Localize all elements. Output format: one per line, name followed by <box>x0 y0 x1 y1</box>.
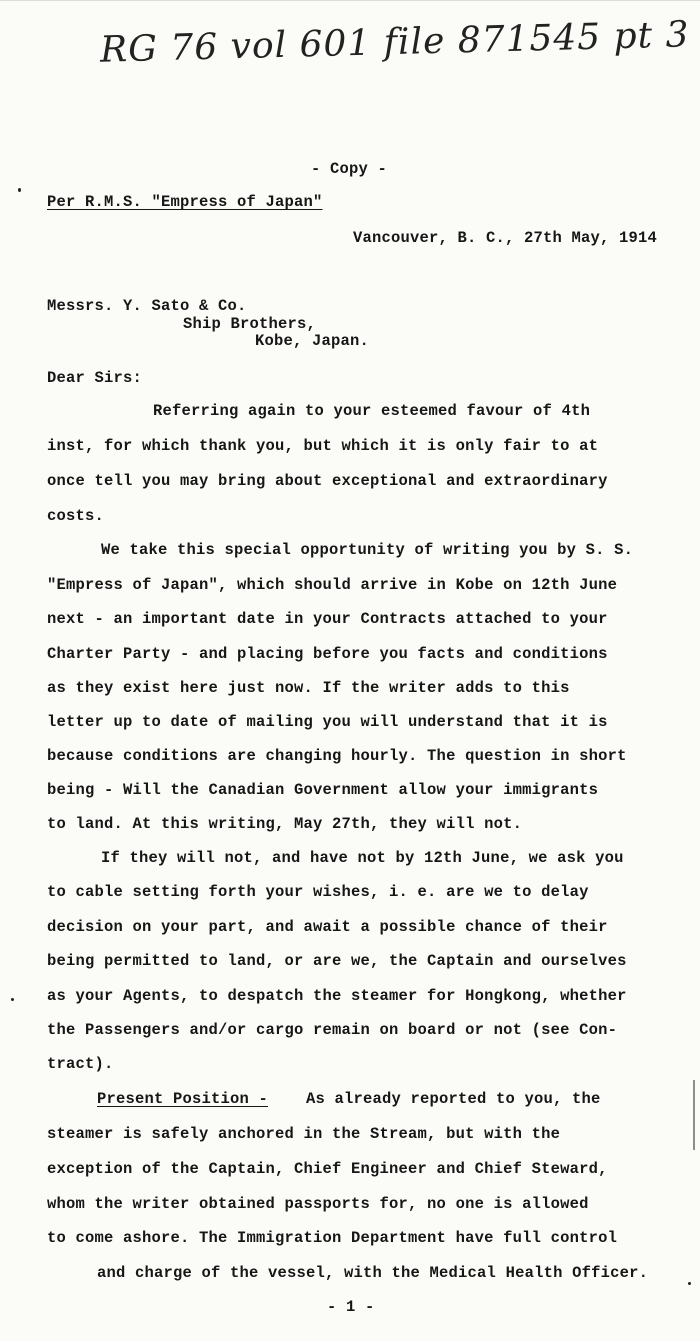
dateline: Vancouver, B. C., 27th May, 1914 <box>353 229 658 247</box>
per-line: Per R.M.S. "Empress of Japan" <box>47 193 323 211</box>
addressee-line: Messrs. Y. Sato & Co. <box>47 297 247 315</box>
body-line: We take this special opportunity of writing you by S. S. <box>101 541 634 559</box>
scan-speck <box>688 1282 691 1285</box>
body-line: because conditions are changing hourly. The question in short <box>47 747 627 765</box>
body-line: tract). <box>47 1055 114 1073</box>
addressee-line: Kobe, Japan. <box>255 332 370 350</box>
body-line: letter up to date of mailing you will understand that it is <box>47 713 608 731</box>
body-line: Referring again to your esteemed favour of 4th <box>153 402 591 420</box>
body-line: exception of the Captain, Chief Engineer and Chief Steward, <box>47 1160 608 1178</box>
page-number: - 1 - <box>327 1298 375 1316</box>
body-line: As already reported to you, the <box>306 1090 601 1108</box>
scan-speck <box>18 188 21 192</box>
body-line: next - an important date in your Contracts attached to your <box>47 610 608 628</box>
body-line: being - Will the Canadian Government allow your immigrants <box>47 781 599 799</box>
body-line: If they will not, and have not by 12th June, we ask you <box>101 849 624 867</box>
body-line: and charge of the vessel, with the Medical Health Officer. <box>97 1264 649 1282</box>
scan-edge-top <box>0 0 700 1</box>
body-line: to land. At this writing, May 27th, they will not. <box>47 815 523 833</box>
copy-label: - Copy - <box>311 160 388 178</box>
body-line: as your Agents, to despatch the steamer for Hongkong, whether <box>47 987 627 1005</box>
body-line: Charter Party - and placing before you facts and conditions <box>47 645 608 663</box>
scan-edge-mark <box>693 1080 695 1150</box>
body-line: whom the writer obtained passports for, no one is allowed <box>47 1195 589 1213</box>
body-line: to come ashore. The Immigration Department have full control <box>47 1229 618 1247</box>
body-line: decision on your part, and await a possible chance of their <box>47 918 608 936</box>
salutation: Dear Sirs: <box>47 369 143 387</box>
body-line: "Empress of Japan", which should arrive in Kobe on 12th June <box>47 576 618 594</box>
body-line: steamer is safely anchored in the Stream, but with the <box>47 1125 561 1143</box>
body-line: as they exist here just now. If the writer adds to this <box>47 679 570 697</box>
body-line: inst, for which thank you, but which it is only fair to at <box>47 437 599 455</box>
section-heading-present-position: Present Position - <box>97 1090 269 1108</box>
addressee-line: Ship Brothers, <box>183 315 317 333</box>
body-line: once tell you may bring about exceptional and extraordinary <box>47 472 608 490</box>
body-line: the Passengers and/or cargo remain on board or not (see Con- <box>47 1021 618 1039</box>
body-line: costs. <box>47 507 105 525</box>
archive-reference-handwriting: RG 76 vol 601 file 871545 pt 3 <box>99 14 690 71</box>
scan-speck <box>11 998 14 1001</box>
body-line: to cable setting forth your wishes, i. e. are we to delay <box>47 883 589 901</box>
body-line: being permitted to land, or are we, the Captain and ourselves <box>47 952 627 970</box>
